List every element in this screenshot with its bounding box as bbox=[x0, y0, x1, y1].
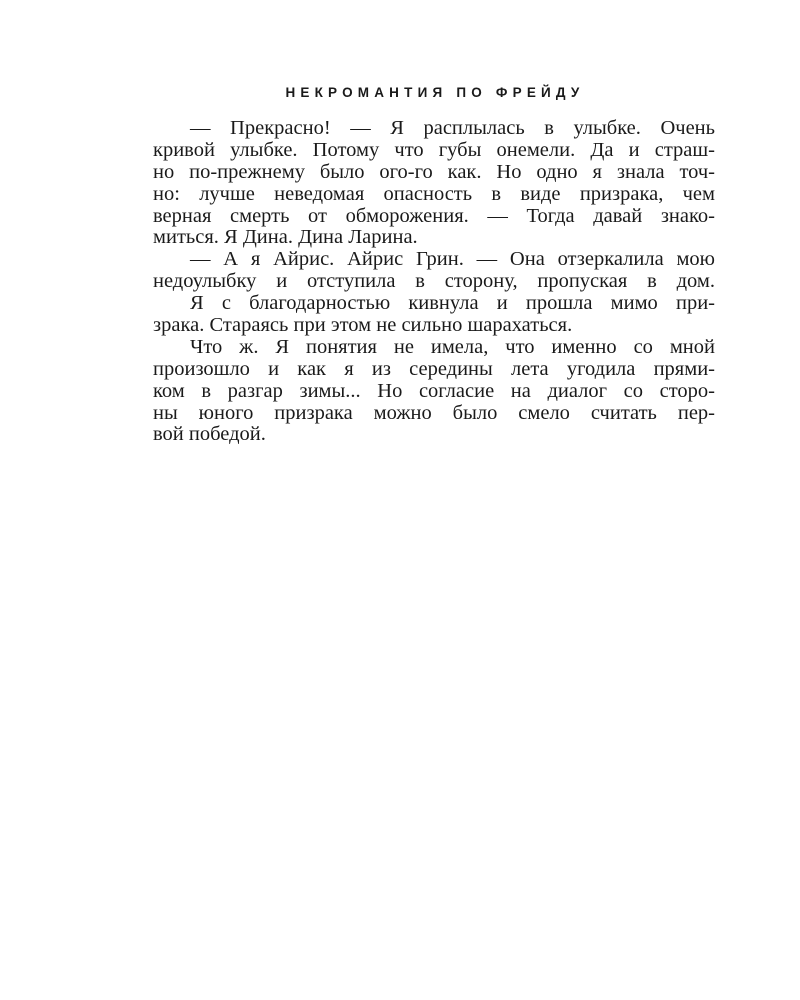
paragraph-3-line-1: Я с благодарностью кивнула и прошла мимо при- bbox=[190, 292, 715, 315]
paragraph-4-line-3: ком в разгар зимы... Но согласие на диалог со сторо- bbox=[153, 379, 715, 402]
paragraph-1-line-2: кривой улыбке. Потому что губы онемели. Да и страш- bbox=[153, 138, 715, 161]
paragraph-3-line-2: зрака. Стараясь при этом не сильно шарахаться. bbox=[153, 314, 573, 337]
paragraph-1-line-3: но по-прежнему было ого-го как. Но одно я знала точ- bbox=[153, 160, 715, 183]
running-head: НЕКРОМАНТИЯ ПО ФРЕЙДУ bbox=[285, 85, 585, 100]
paragraph-4-line-5: вой победой. bbox=[153, 423, 266, 446]
paragraph-1-line-6: миться. Я Дина. Дина Ларина. bbox=[153, 226, 418, 249]
paragraph-1-line-5: верная смерть от обморожения. — Тогда давай знако- bbox=[153, 204, 715, 227]
paragraph-4-line-2: произошло и как я из середины лета угодила прями- bbox=[153, 357, 715, 380]
paragraph-4-line-4: ны юного призрака можно было смело считать пер- bbox=[153, 401, 715, 424]
paragraph-1-line-4: но: лучше неведомая опасность в виде призрака, чем bbox=[153, 182, 715, 205]
body-text bbox=[153, 118, 715, 446]
paragraph-4-line-1: Что ж. Я понятия не имела, что именно со мной bbox=[190, 335, 715, 358]
paragraph-2-line-2: недоулыбку и отступила в сторону, пропуская в дом. bbox=[153, 270, 715, 293]
paragraph-2-line-1: — А я Айрис. Айрис Грин. — Она отзеркалила мою bbox=[190, 248, 715, 271]
paragraph-1-line-1: — Прекрасно! — Я расплылась в улыбке. Очень bbox=[190, 117, 715, 139]
